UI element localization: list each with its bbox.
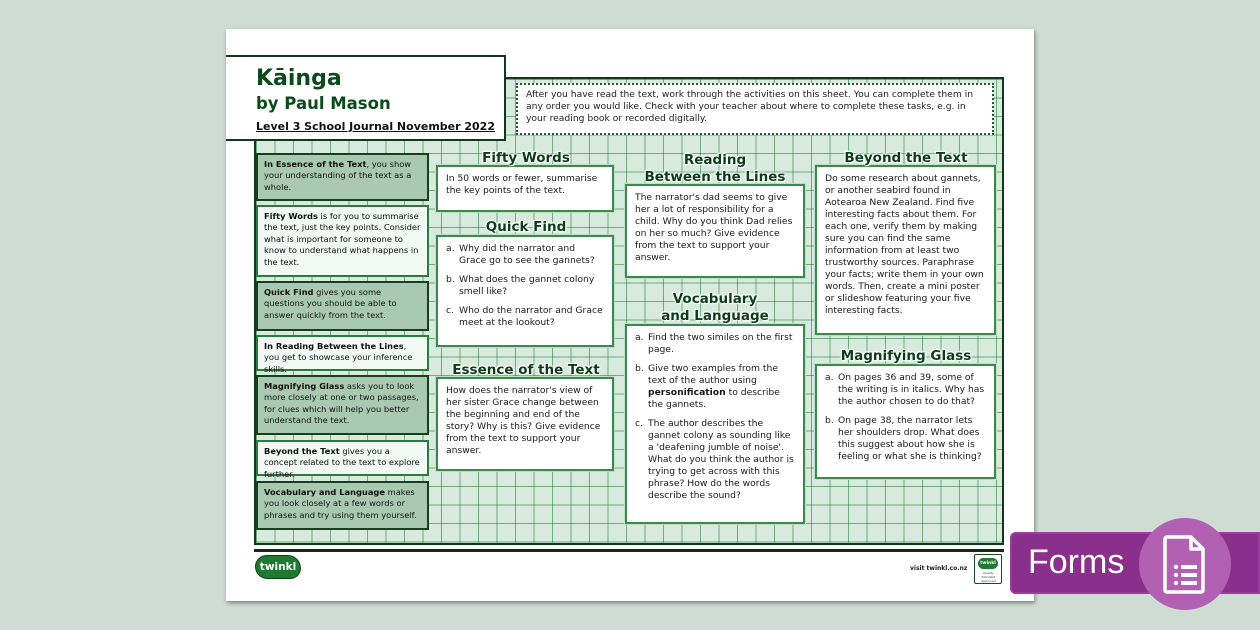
guide-magnifying-glass (256, 375, 429, 435)
quick-find-card (436, 235, 614, 347)
guide-magnifying-glass-text: asks you to look more closely at one or two passages, for clues which will help you better understand the text. (264, 381, 419, 426)
fifty-words-body: In 50 words or fewer, summarise the key points of the text. (446, 173, 598, 196)
guide-fifty-words-text: is for you to summarise the text, just the key points. Consider what is important for someone to know to understand what happens in the text. (264, 211, 421, 267)
reading-between-body: The narrator's dad seems to give her a lot of responsibility for a child. Why do you think Dad relies on her so much? Give evidence from the text to support your answer. (635, 192, 793, 263)
magnifying-item: a. On pages 36 and 39, some of the writing is in italics. Why has the author chosen to do that? (825, 372, 985, 407)
guide-beyond-text (256, 440, 429, 479)
magnifying-glass-heading: Magnifying Glass (840, 348, 972, 364)
guide-quick-find-title: Quick Find (264, 287, 314, 297)
beyond-text-heading: Beyond the Text (844, 150, 968, 166)
quick-find-item: a. Why did the narrator and Grace go to see the gannets? (446, 243, 595, 266)
forms-label: Forms (1028, 543, 1125, 581)
essence-body: How does the narrator's view of her sister Grace change between the beginning and end of the story? Why is this? Give evidence from the text to support your answer. (446, 385, 601, 456)
quick-find-item: c. Who do the narrator and Grace meet at the lookout? (446, 305, 603, 328)
guide-essence-title: In Essence of the Text (264, 159, 367, 169)
worksheet-source: Level 3 School Journal November 2022 (256, 120, 495, 133)
reading-between-card (625, 184, 805, 278)
guide-reading-between (256, 335, 429, 374)
visit-link[interactable]: visit twinkl.co.nz (910, 565, 968, 572)
guide-vocabulary (256, 481, 429, 530)
guide-vocabulary-title: Vocabulary and Language (264, 487, 385, 497)
beyond-text-body: Do some research about gannets, or another seabird found in Aotearoa New Zealand. Find five interesting facts about them. For each one, verify them by making sure you can find the same information from at least two trustworthy sources. Paraphrase your facts; write them in your own words. Then, create a mini poster or slideshow featuring your five interesting facts. (825, 173, 984, 316)
guide-quick-find-text: gives you some questions you should be able to answer quickly from the text. (264, 287, 397, 320)
twinkl-logo[interactable]: twinkl (256, 556, 300, 578)
guide-essence-text: , you show your understanding of the text as a whole. (264, 159, 412, 192)
vocabulary-card (625, 324, 805, 524)
badge-logo: twinkl (978, 558, 998, 569)
quick-find-heading: Quick Find (485, 219, 567, 235)
vocabulary-item: a. Find the two similes on the first page. (635, 332, 793, 355)
quality-badge (974, 554, 1002, 584)
forms-document-icon (1163, 534, 1207, 594)
worksheet-page (226, 29, 1034, 601)
guide-quick-find (256, 281, 429, 331)
worksheet-title: Kāinga (256, 66, 342, 91)
guide-vocabulary-text: makes you look closely at a few words or phrases and try using them yourself. (264, 487, 417, 520)
guide-fifty-words-title: Fifty Words (264, 211, 318, 221)
title-block (226, 55, 506, 141)
essence-card (436, 377, 614, 471)
badge-text: Quality Standard Approved (981, 571, 996, 583)
guide-beyond-text-title: Beyond the Text (264, 446, 340, 456)
vocabulary-item: b. Give two examples from the text of the author using personification to describe the gannets. (635, 363, 780, 410)
quick-find-item: b. What does the gannet colony smell like? (446, 274, 595, 297)
vocabulary-item: c. The author describes the gannet colony as sounding like a 'deafening jumble of noise'. What do you think the author is trying to get across with this phrase? How do the words describe the sound? (635, 418, 794, 501)
guide-magnifying-glass-title: Magnifying Glass (264, 381, 345, 391)
reading-between-heading: Reading Between the Lines (644, 152, 786, 185)
magnifying-item: b. On page 38, the narrator lets her shoulders drop. What does this suggest about how she is feeling or what she is thinking? (825, 415, 982, 462)
fifty-words-card (436, 165, 614, 212)
guide-beyond-text-text: gives you a concept related to the text to explore further. (264, 446, 420, 479)
intro-instructions: After you have read the text, work through the activities on this sheet. You can complete them in any order you would like. Check with your teacher about where to complete these tasks, e.g. in your reading book or recorded digitally. (516, 83, 994, 135)
guide-fifty-words (256, 205, 429, 277)
guide-essence (256, 153, 429, 201)
magnifying-glass-card (815, 364, 996, 479)
worksheet-author: by Paul Mason (256, 94, 391, 113)
vocabulary-heading: Vocabulary and Language (661, 291, 769, 324)
beyond-text-card (815, 165, 996, 335)
fifty-words-heading: Fifty Words (482, 150, 570, 166)
guide-reading-between-text: , you get to showcase your inference skills. (264, 341, 413, 374)
guide-reading-between-title: In Reading Between the Lines (264, 341, 404, 351)
footer-divider (254, 549, 1004, 552)
forms-icon-circle[interactable] (1139, 518, 1231, 610)
essence-heading: Essence of the Text (452, 362, 600, 378)
